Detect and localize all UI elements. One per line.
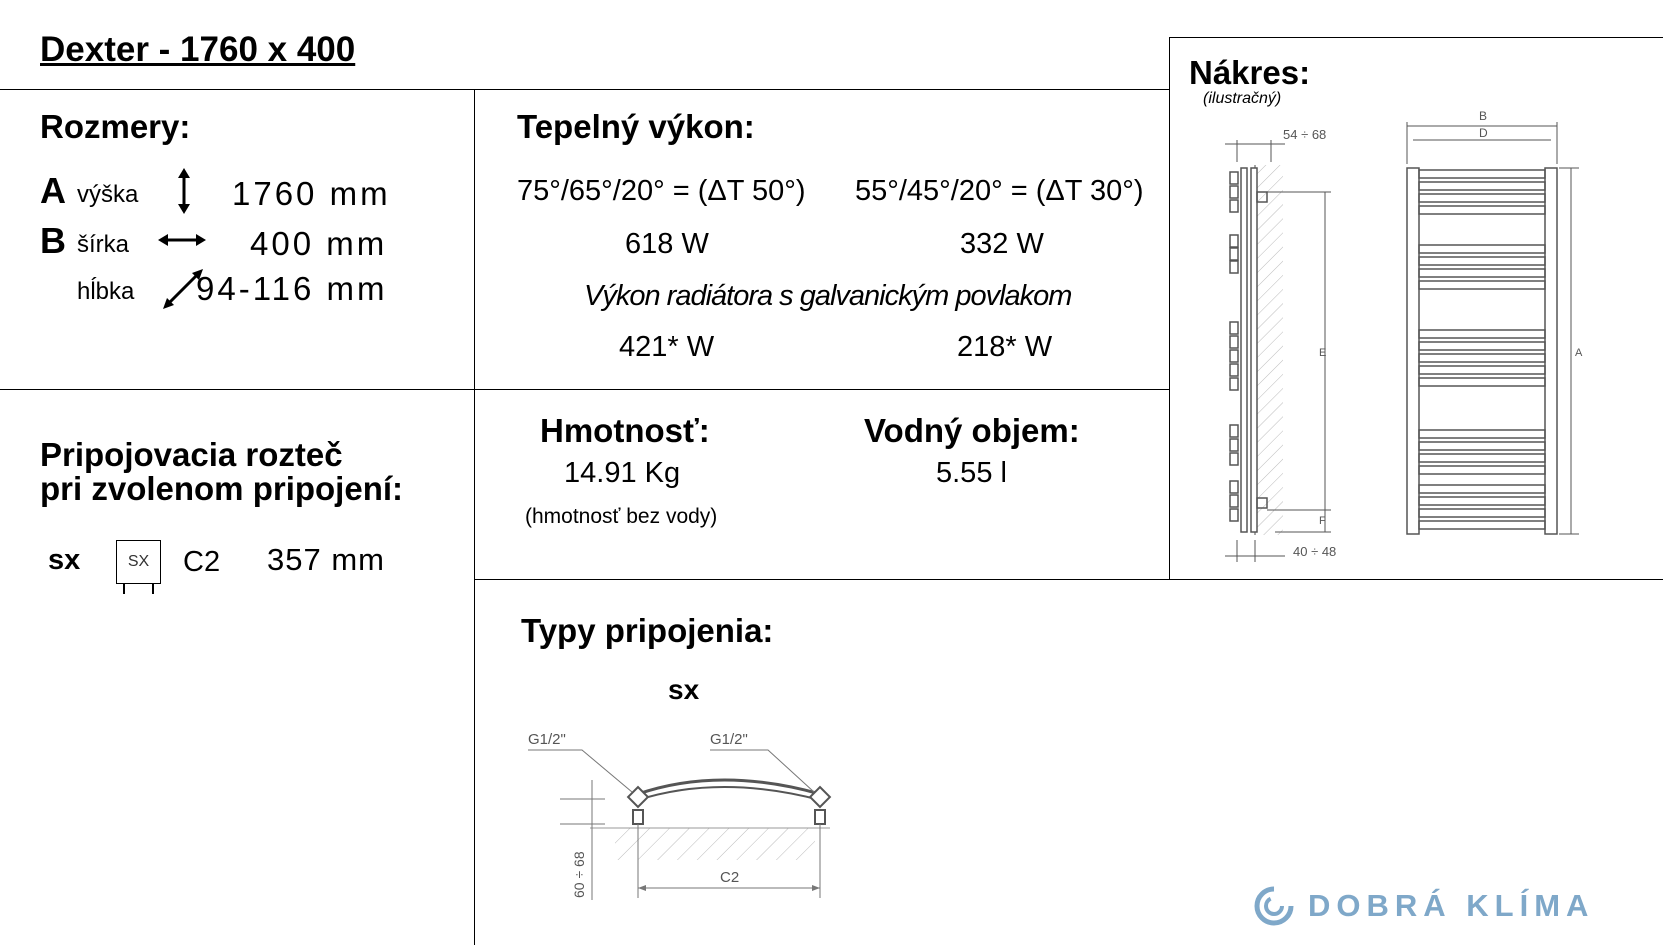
drawing-subheading: (ilustračný)	[1203, 90, 1282, 107]
dimension-f-label: F	[1319, 515, 1326, 527]
dim-label-height: výška	[77, 181, 139, 208]
connection-pipes-icon	[116, 584, 161, 596]
volume-value: 5.55 l	[936, 457, 1007, 489]
dimension-b-label: B	[1479, 109, 1488, 123]
vertical-arrow-icon	[172, 168, 196, 214]
connection-sx-icon	[116, 540, 161, 584]
brand-logo-icon	[1252, 884, 1296, 928]
connection-type: sx	[48, 544, 81, 576]
dimension-e-label: E	[1319, 347, 1327, 359]
title-divider	[0, 89, 1170, 90]
depth-bottom-label: 40 ÷ 48	[1293, 544, 1337, 559]
connection-value: 357 mm	[267, 542, 385, 577]
types-heading: Typy pripojenia:	[521, 612, 774, 649]
thermal-col2-galvanic: 218* W	[957, 331, 1053, 363]
dim-letter-a: A	[40, 170, 66, 211]
center-divider	[474, 89, 475, 945]
types-label: sx	[668, 674, 700, 705]
thermal-col2-header: 55°/45°/20° = (ΔT 30°)	[855, 175, 1144, 207]
lower-divider	[474, 579, 1663, 580]
thermal-col2-value: 332 W	[960, 228, 1044, 260]
dim-label-width: šírka	[77, 231, 130, 258]
connection-code: C2	[183, 546, 221, 578]
dim-value-width: 400 mm	[250, 225, 388, 262]
volume-heading: Vodný objem:	[864, 412, 1080, 449]
dimension-d-label: D	[1479, 126, 1488, 140]
page-title: Dexter - 1760 x 400	[40, 30, 356, 69]
drawing-heading: Nákres:	[1189, 54, 1311, 91]
range-dimension-label: 60 ÷ 68	[571, 851, 587, 898]
thermal-heading: Tepelný výkon:	[517, 108, 755, 145]
side-view	[1225, 140, 1331, 562]
horizontal-arrow-icon	[158, 230, 206, 250]
front-view	[1407, 122, 1579, 534]
radiator-technical-drawing	[1175, 100, 1663, 575]
g-right-label: G1/2"	[710, 731, 748, 748]
weight-note: (hmotnosť bez vody)	[525, 505, 718, 528]
sx-connection-drawing	[520, 720, 850, 905]
dim-letter-b: B	[40, 220, 66, 261]
dim-value-depth: 94-116 mm	[196, 270, 388, 307]
connection-heading-line2: pri zvolenom pripojení:	[40, 470, 404, 507]
galvanic-note: Výkon radiátora s galvanickým povlakom	[584, 280, 1072, 312]
mid-divider	[0, 389, 1170, 390]
dimensions-heading: Rozmery:	[40, 108, 191, 145]
dim-label-depth: hĺbka	[77, 278, 135, 305]
weight-heading: Hmotnosť:	[540, 412, 710, 449]
thermal-col1-value: 618 W	[625, 228, 709, 260]
drawing-box-left	[1169, 37, 1170, 579]
dimension-a-label: A	[1575, 347, 1583, 359]
thermal-col1-galvanic: 421* W	[619, 331, 715, 363]
connection-icon-label: SX	[127, 553, 150, 570]
dim-value-height: 1760 mm	[232, 175, 391, 212]
connection-heading-line1: Pripojovacia rozteč	[40, 436, 343, 473]
brand-name: DOBRÁ KLÍMA	[1308, 888, 1595, 923]
drawing-box-top	[1169, 37, 1663, 38]
thermal-col1-header: 75°/65°/20° = (ΔT 50°)	[517, 175, 806, 207]
weight-value: 14.91 Kg	[564, 457, 681, 489]
depth-top-label: 54 ÷ 68	[1283, 127, 1327, 142]
g-left-label: G1/2"	[528, 731, 566, 748]
c2-dimension-label: C2	[720, 869, 740, 886]
